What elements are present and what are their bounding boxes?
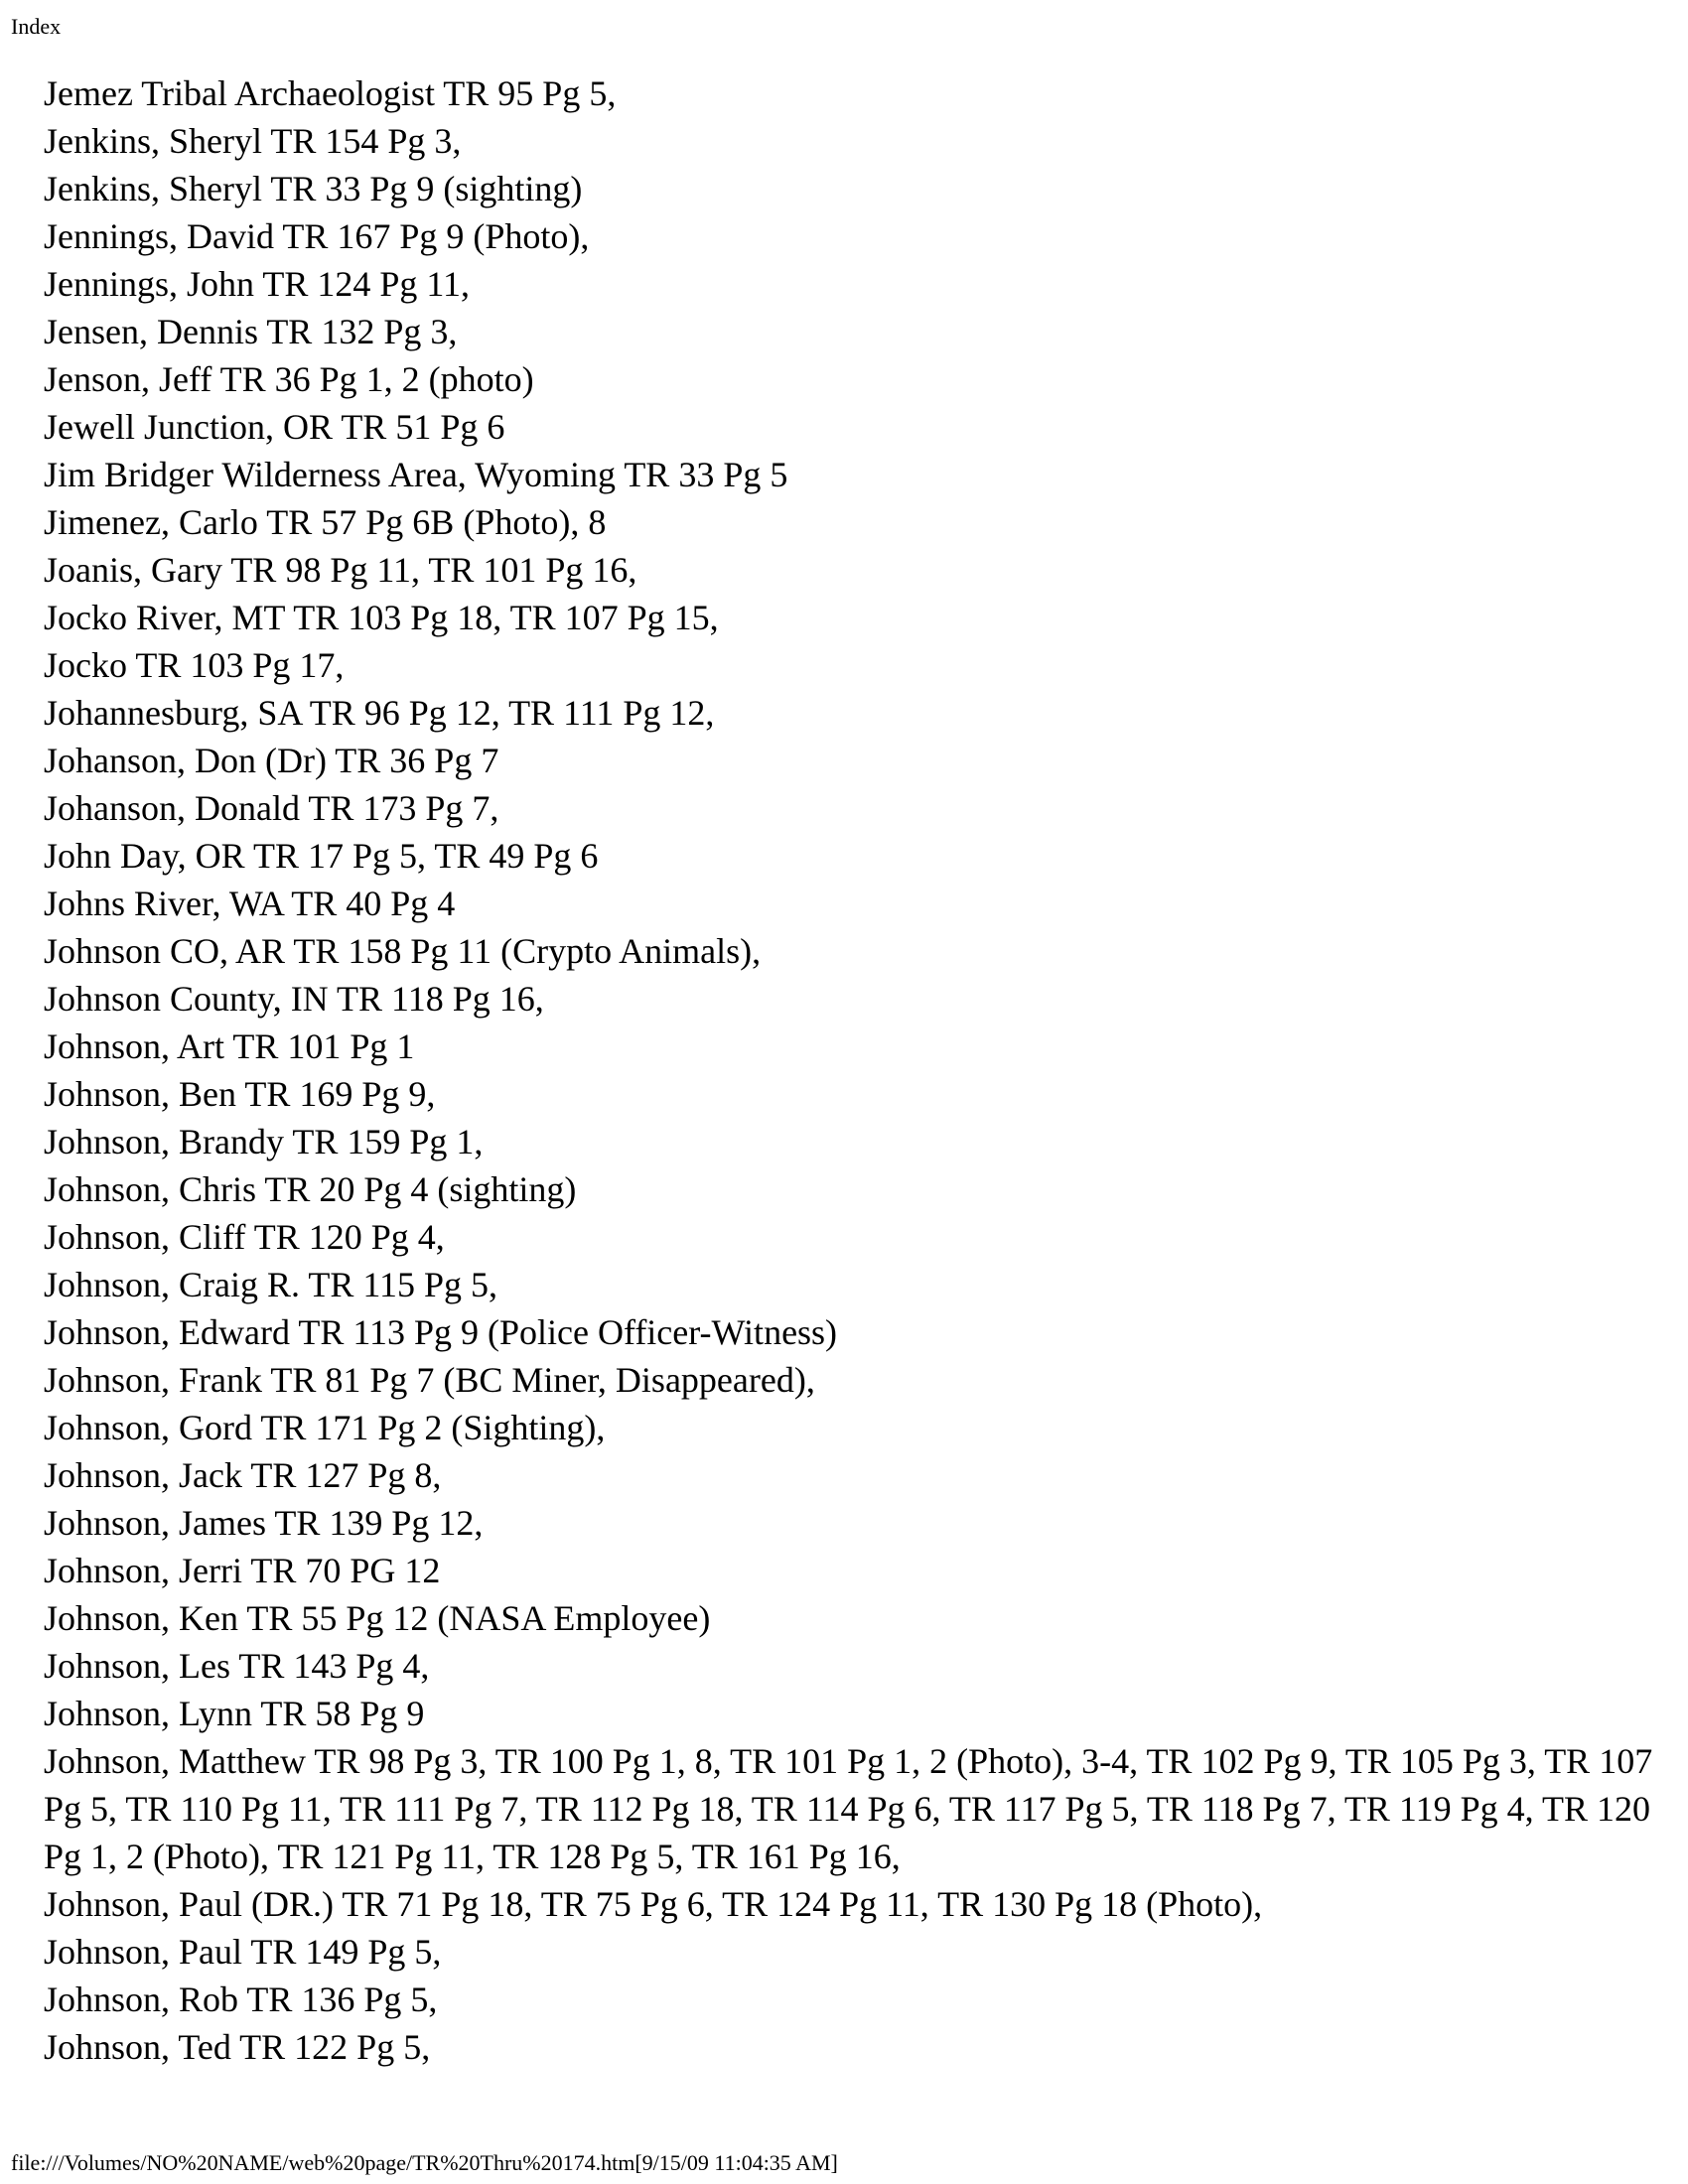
index-entry: Johnson, Gord TR 171 Pg 2 (Sighting), [44, 1408, 606, 1447]
index-entry: Johnson, Brandy TR 159 Pg 1, [44, 1122, 484, 1161]
index-entry: Jemez Tribal Archaeologist TR 95 Pg 5, [44, 73, 617, 113]
index-entry: Johnson, Frank TR 81 Pg 7 (BC Miner, Disappeared), [44, 1360, 815, 1400]
index-entry: Johnson, Cliff TR 120 Pg 4, [44, 1217, 445, 1257]
page-header-title: Index [11, 14, 62, 39]
index-entry: Johnson, Edward TR 113 Pg 9 (Police Officer-Witness) [44, 1312, 838, 1352]
index-entry: Johnson County, IN TR 118 Pg 16, [44, 979, 544, 1019]
index-entry: Jenson, Jeff TR 36 Pg 1, 2 (photo) [44, 359, 534, 399]
index-entry-list [44, 69, 1662, 2071]
index-entry: Jocko TR 103 Pg 17, [44, 645, 345, 685]
index-entry: Joanis, Gary TR 98 Pg 11, TR 101 Pg 16, [44, 550, 637, 590]
index-entry: Johnson, Chris TR 20 Pg 4 (sighting) [44, 1169, 577, 1209]
index-entry: Johnson, Ken TR 55 Pg 12 (NASA Employee) [44, 1598, 711, 1638]
index-entry: Jenkins, Sheryl TR 154 Pg 3, [44, 121, 462, 161]
index-entry: Johnson, Craig R. TR 115 Pg 5, [44, 1265, 498, 1304]
index-entry: Johnson, Les TR 143 Pg 4, [44, 1646, 430, 1686]
index-entry: Johnson, Jack TR 127 Pg 8, [44, 1455, 442, 1495]
index-entry: Jennings, John TR 124 Pg 11, [44, 264, 471, 304]
index-entry: Jensen, Dennis TR 132 Pg 3, [44, 312, 458, 351]
index-entry: Jimenez, Carlo TR 57 Pg 6B (Photo), 8 [44, 502, 607, 542]
index-entry: Johnson CO, AR TR 158 Pg 11 (Crypto Animals), [44, 931, 762, 971]
index-entry: Jocko River, MT TR 103 Pg 18, TR 107 Pg 15, [44, 598, 719, 637]
index-entry: Johns River, WA TR 40 Pg 4 [44, 884, 456, 923]
index-entry: Johnson, Matthew TR 98 Pg 3, TR 100 Pg 1, 8, TR 101 Pg 1, 2 (Photo), 3-4, TR 102 Pg 9, TR 105 Pg 3, TR 107 Pg 5, TR 110 Pg 11, TR 111 Pg 7, TR 112 Pg 18, TR 114 Pg 6, TR 117 Pg 5, TR 118 Pg 7, TR 119 Pg 4, TR 120 Pg 1, 2 (Photo), TR 121 Pg 11, TR 128 Pg 5, TR 161 Pg 16, [44, 1741, 1653, 1876]
index-entry: Jewell Junction, OR TR 51 Pg 6 [44, 407, 505, 447]
index-entry: Johnson, Ben TR 169 Pg 9, [44, 1074, 436, 1114]
index-entry: Johnson, Art TR 101 Pg 1 [44, 1026, 415, 1066]
index-entry: Johnson, James TR 139 Pg 12, [44, 1503, 484, 1543]
footer-file-url: file:///Volumes/NO%20NAME/web%20page/TR%20Thru%20174.htm[9/15/09 11:04:35 AM] [11, 2150, 838, 2175]
index-entry: Johnson, Paul TR 149 Pg 5, [44, 1932, 442, 1972]
index-entry: John Day, OR TR 17 Pg 5, TR 49 Pg 6 [44, 836, 599, 876]
index-entry: Johnson, Jerri TR 70 PG 12 [44, 1551, 441, 1590]
index-entry: Johannesburg, SA TR 96 Pg 12, TR 111 Pg 12, [44, 693, 715, 733]
index-entry: Johanson, Don (Dr) TR 36 Pg 7 [44, 741, 499, 780]
index-entry: Johanson, Donald TR 173 Pg 7, [44, 788, 499, 828]
index-entry: Jennings, David TR 167 Pg 9 (Photo), [44, 216, 590, 256]
index-entry: Johnson, Ted TR 122 Pg 5, [44, 2027, 431, 2067]
index-entry: Johnson, Paul (DR.) TR 71 Pg 18, TR 75 Pg 6, TR 124 Pg 11, TR 130 Pg 18 (Photo), [44, 1884, 1263, 1924]
index-entry: Johnson, Rob TR 136 Pg 5, [44, 1979, 438, 2019]
index-entry: Johnson, Lynn TR 58 Pg 9 [44, 1694, 425, 1733]
index-entry: Jim Bridger Wilderness Area, Wyoming TR 33 Pg 5 [44, 455, 788, 494]
index-entry: Jenkins, Sheryl TR 33 Pg 9 (sighting) [44, 169, 583, 208]
